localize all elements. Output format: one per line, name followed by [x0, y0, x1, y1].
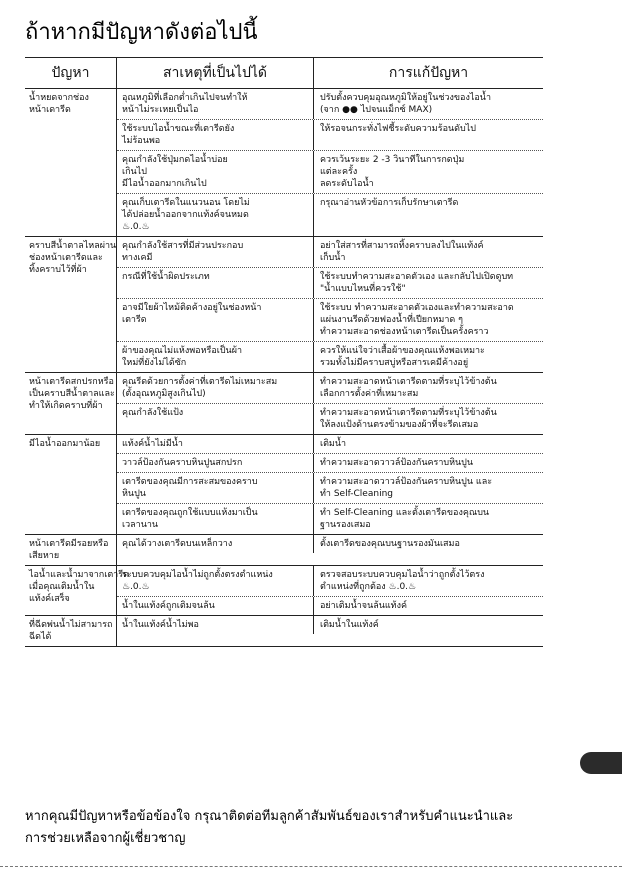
- cause-line: เกินไป: [122, 167, 147, 177]
- cause-cell: [117, 535, 314, 553]
- table-header: [25, 58, 543, 89]
- problem-line: คราบสีน้ำตาลไหลผ่าน: [29, 241, 117, 251]
- solution-line: ควรเว้นระยะ 2 -3 วินาทีในการกดปุ่ม: [320, 155, 465, 165]
- cause-cell: [117, 268, 314, 298]
- table-row: [117, 566, 543, 597]
- cause-line: กรณีที่ใช้น้ำผิดประเภท: [122, 272, 210, 282]
- cause-line: ทางเคมี: [122, 253, 153, 263]
- solution-cell: [314, 268, 543, 298]
- table-group: [25, 237, 543, 373]
- cause-cell: [117, 566, 314, 596]
- table-row: [117, 597, 543, 615]
- cause-line: เตารีดของคุณถูกใช้แบบแห้งมาเป็น: [122, 508, 258, 518]
- problem-line: น้ำหยดจากช่อง: [29, 93, 89, 103]
- solution-cell: [314, 566, 543, 596]
- solution-line: แต่ละครั้ง: [320, 167, 358, 177]
- table-row: [117, 268, 543, 299]
- table-row: [117, 404, 543, 434]
- table-group: [25, 89, 543, 237]
- cause-cell: [117, 194, 314, 236]
- solution-line: ทำ Self-Cleaning และตั้งเตารีดของคุณบน: [320, 508, 490, 518]
- cause-line: หน้าไม่ระเหยเป็นไอ: [122, 105, 199, 115]
- cause-line: ใช้ระบบไอน้ำขณะที่เตารีดยัง: [122, 124, 235, 134]
- table-row: [117, 194, 543, 236]
- cause-line: คุณกำลังใช้แป้ง: [122, 408, 184, 418]
- cause-line: เวลานาน: [122, 520, 159, 530]
- table-row: [117, 237, 543, 268]
- header-cause: สาเหตุที่เป็นไปได้: [117, 58, 314, 88]
- solution-line: ลดระดับไอน้ำ: [320, 179, 374, 189]
- cause-line: คุณรีดด้วยการตั้งค่าที่เตารีดไม่เหมาะสม: [122, 377, 278, 387]
- solution-line: เก็บน้ำ: [320, 253, 346, 263]
- cause-line: เตารีด: [122, 315, 147, 325]
- cause-cell: [117, 597, 314, 615]
- solution-line: ให้ลงแป้งด้านตรงข้ามของผ้าที่จะรีดเสมอ: [320, 420, 479, 430]
- solution-cell: [314, 120, 543, 150]
- problem-line: ช่องหน้าเตารีดและ: [29, 253, 103, 263]
- section-tab-marker: [580, 752, 622, 774]
- solution-line: ฐานรองเสมอ: [320, 520, 371, 530]
- cause-line: มีไอน้ำออกมากเกินไป: [122, 179, 207, 189]
- cause-line: ได้ปล่อยน้ำออกจากแท้งค์จนหมด: [122, 210, 249, 220]
- cause-line: ผ้าของคุณไม่แห้งพอหรือเป็นผ้า: [122, 346, 243, 356]
- solution-cell: [314, 597, 543, 615]
- solution-line: (จาก ●● ไปจนแม็กซ์ MAX): [320, 105, 433, 115]
- cause-line: ♨.0.♨: [122, 222, 150, 232]
- solution-line: ควรให้แน่ใจว่าเสื้อผ้าของคุณแห้งพอเหมาะ: [320, 346, 485, 356]
- cause-line: อาจมีใยผ้าไหม้ติดค้างอยู่ในช่องหน้า: [122, 303, 262, 313]
- solution-line: รวมทั้งไม่มีคราบสบู่หรือสารเคมีค้างอยู่: [320, 358, 469, 368]
- solution-cell: [314, 504, 543, 534]
- solution-cell: [314, 342, 543, 372]
- cause-cell: [117, 237, 314, 267]
- solution-line: ตำแหน่งที่ถูกต้อง ♨.0.♨: [320, 582, 417, 592]
- cause-cell: [117, 299, 314, 341]
- table-group: [25, 566, 543, 616]
- solution-cell: [314, 89, 543, 119]
- problem-line: หน้าเตารีดมีรอยหรือ: [29, 539, 109, 549]
- solution-cell: [314, 404, 543, 434]
- table-row: [117, 504, 543, 534]
- cause-line: เตารีดของคุณมีการสะสมของคราบ: [122, 477, 258, 487]
- table-body: [25, 89, 543, 646]
- cause-line: วาวล์ป้องกันคราบหินปูนสกปรก: [122, 458, 243, 468]
- solution-cell: [314, 454, 543, 472]
- solution-cell: [314, 616, 543, 634]
- cause-cell: [117, 404, 314, 434]
- page-title: ถ้าหากมีปัญหาดังต่อไปนี้: [25, 20, 258, 45]
- table-row: [117, 535, 543, 553]
- solution-line: อย่าใส่สารที่สามารถทิ้งคราบลงไปในแท้งค์: [320, 241, 484, 251]
- solution-line: แผ่นงานรีดด้วยฟองน้ำที่เปียกหมาด ๆ: [320, 315, 463, 325]
- solution-line: ทำความสะอาดหน้าเตารีดตามที่ระบุไว้ข้างต้น: [320, 377, 497, 387]
- problem-line: มีไอน้ำออกมาน้อย: [29, 439, 101, 449]
- solution-line: ทำความสะอาดวาวล์ป้องกันคราบหินปูน: [320, 458, 474, 468]
- solution-line: ใช้ระบบ ทำความสะอาดตัวเองและทำความสะอาด: [320, 303, 514, 313]
- cause-cell: [117, 454, 314, 472]
- header-problem: ปัญหา: [25, 58, 117, 88]
- problem-cell: [25, 373, 117, 434]
- problem-cell: [25, 535, 117, 565]
- problem-line: หน้าเตารีดสกปรกหรือ: [29, 377, 114, 387]
- cause-cell: [117, 89, 314, 119]
- solution-cell: [314, 237, 543, 267]
- footer-line: การช่วยเหลือจากผู้เชี่ยวชาญ: [25, 831, 186, 846]
- solution-cell: [314, 151, 543, 193]
- table-row: [117, 342, 543, 372]
- cause-line: คุณได้วางเตารีดบนเหล็กวาง: [122, 539, 233, 549]
- page-bottom-rule: [0, 866, 622, 867]
- table-row: [117, 151, 543, 194]
- solution-line: ใช้ระบบทำความสะอาดตัวเอง และกลับไปเปิดดูบท: [320, 272, 514, 282]
- table-row: [117, 616, 543, 634]
- table-row: [117, 473, 543, 504]
- solution-line: เลือกการตั้งค่าที่เหมาะสม: [320, 389, 419, 399]
- solution-cell: [314, 194, 543, 236]
- problem-line: ทำให้เกิดคราบที่ผ้า: [29, 401, 103, 411]
- table-group: [25, 435, 543, 535]
- cause-line: ไม่ร้อนพอ: [122, 136, 161, 146]
- problem-line: เมื่อคุณเติมน้ำใน: [29, 582, 95, 592]
- solution-line: ทำ Self-Cleaning: [320, 489, 393, 499]
- cause-line: หินปูน: [122, 489, 146, 499]
- solution-cell: [314, 473, 543, 503]
- problem-cell: [25, 89, 117, 236]
- cause-cell: [117, 435, 314, 453]
- problem-line: แท้งค์เสร็จ: [29, 594, 70, 604]
- cause-line: ใหม่ที่ยังไม่ได้ซัก: [122, 358, 187, 368]
- table-group: [25, 616, 543, 646]
- solution-cell: [314, 535, 543, 553]
- problem-cell: [25, 566, 129, 615]
- solution-line: ตั้งเตารีดของคุณบนฐานรองมันเสมอ: [320, 539, 460, 549]
- problem-line: เสียหาย: [29, 551, 60, 561]
- cause-cell: [117, 616, 314, 634]
- footer-line: หากคุณมีปัญหาหรือข้อข้องใจ กรุณาติดต่อทีมลูกค้าสัมพันธ์ของเราสำหรับคำแนะนำและ: [25, 809, 514, 824]
- solution-line: ทำความสะอาดหน้าเตารีดตามที่ระบุไว้ข้างต้น: [320, 408, 497, 418]
- problem-line: ทิ้งคราบไว้ที่ผ้า: [29, 265, 87, 275]
- solution-line: ทำความสะอาดช่องหน้าเตารีดเป็นครั้งคราว: [320, 327, 489, 337]
- solution-line: ปรับตั้งควบคุมอุณหภูมิให้อยู่ในช่วงของไอน้ำ: [320, 93, 491, 103]
- cause-line: แท้งค์น้ำไม่มีน้ำ: [122, 439, 183, 449]
- solution-line: ตรวจสอบระบบควบคุมไอน้ำว่าถูกตั้งไว้ตรง: [320, 570, 485, 580]
- solution-cell: [314, 299, 543, 341]
- solution-line: เติมน้ำ: [320, 439, 347, 449]
- solution-cell: [314, 435, 543, 453]
- troubleshooting-table: [25, 57, 543, 647]
- cause-line: (ตั้งอุณหภูมิสูงเกินไป): [122, 389, 206, 399]
- table-row: [117, 89, 543, 120]
- solution-line: กรุณาอ่านหัวข้อการเก็บรักษาเตารีด: [320, 198, 459, 208]
- cause-line: ระบบควบคุมไอน้ำไม่ถูกตั้งตรงตำแหน่ง: [122, 570, 273, 580]
- cause-cell: [117, 504, 314, 534]
- cause-line: น้ำในแท้งค์ถูกเติมจนล้น: [122, 601, 215, 611]
- cause-line: ♨.0.♨: [122, 582, 150, 592]
- header-solution: การแก้ปัญหา: [388, 65, 469, 81]
- cause-cell: [117, 151, 314, 193]
- solution-line: เติมน้ำในแท้งค์: [320, 620, 379, 630]
- problem-line: ที่ฉีดพ่นน้ำไม่สามารถ: [29, 620, 113, 630]
- cause-cell: [117, 373, 314, 403]
- problem-line: ฉีดได้: [29, 632, 52, 642]
- cause-cell: [117, 120, 314, 150]
- cause-cell: [117, 473, 314, 503]
- table-group: [25, 373, 543, 435]
- table-row: [117, 299, 543, 342]
- solution-line: "น้ำแบบไหนที่ควรใช้": [320, 284, 406, 294]
- cause-line: คุณกำลังใช้สารที่มีส่วนประกอบ: [122, 241, 244, 251]
- table-row: [117, 373, 543, 404]
- problem-cell: [25, 616, 117, 646]
- cause-cell: [117, 342, 314, 372]
- cause-line: อุณหภูมิที่เลือกต่ำเกินไปจนทำให้: [122, 93, 248, 103]
- problem-line: เป็นคราบสีน้ำตาลและ: [29, 389, 115, 399]
- solution-cell: [314, 373, 543, 403]
- cause-line: คุณเก็บเตารีดในแนวนอน โดยไม่: [122, 198, 250, 208]
- problem-line: หน้าเดารีด: [29, 105, 71, 115]
- table-row: [117, 435, 543, 454]
- problem-cell: [25, 435, 117, 534]
- table-row: [117, 454, 543, 473]
- footer-note: [25, 806, 565, 850]
- table-group: [25, 535, 543, 566]
- cause-line: คุณกำลังใช้ปุ่มกดไอน้ำบ่อย: [122, 155, 228, 165]
- cause-line: น้ำในแท้งค์น้ำไม่พอ: [122, 620, 199, 630]
- table-row: [117, 120, 543, 151]
- problem-line: ไอน้ำและน้ำมาจากเตารีด: [29, 570, 129, 580]
- problem-cell: [25, 237, 117, 372]
- solution-line: ทำความสะอาดวาวล์ป้องกันคราบหินปูน และ: [320, 477, 493, 487]
- solution-line: อย่าเติมน้ำจนล้นแท้งค์: [320, 601, 408, 611]
- solution-line: ให้รอจนกระทั่งไฟชี้ระดับความร้อนดับไป: [320, 124, 476, 134]
